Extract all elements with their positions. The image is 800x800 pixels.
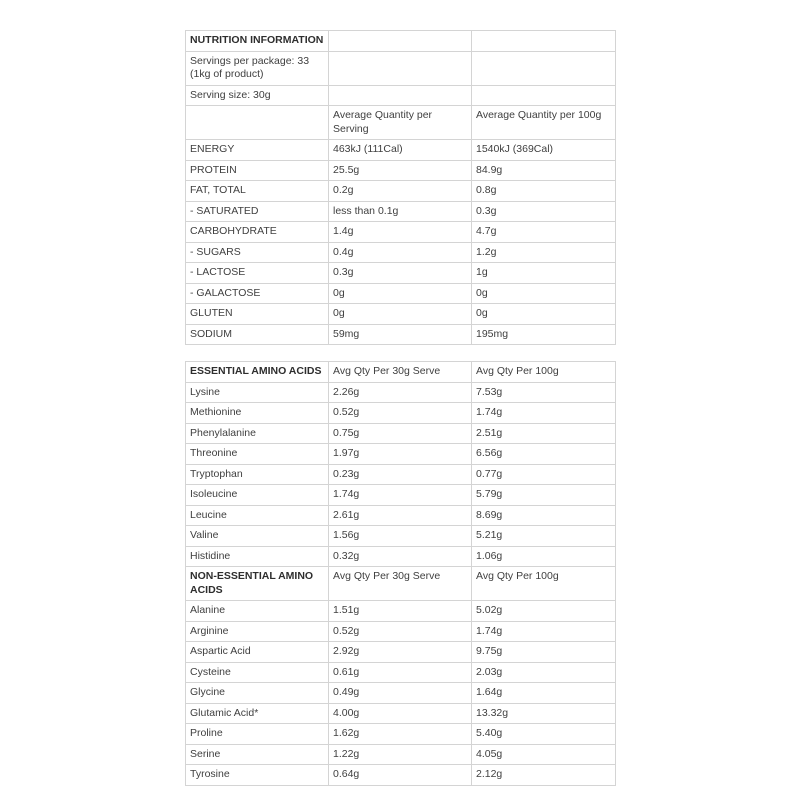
empty-cell — [329, 85, 472, 106]
value-per-100g: 1.06g — [472, 546, 616, 567]
table-row — [186, 546, 616, 567]
nutrient-name: Lysine — [186, 382, 329, 403]
table-row — [186, 485, 616, 506]
nutrient-name: Histidine — [186, 546, 329, 567]
value-per-serving: 1.56g — [329, 526, 472, 547]
value-per-100g: 1.74g — [472, 621, 616, 642]
table-row — [186, 201, 616, 222]
column-header-per-serving: Avg Qty Per 30g Serve — [329, 362, 472, 383]
value-per-100g: 13.32g — [472, 703, 616, 724]
value-per-serving: 0.2g — [329, 181, 472, 202]
value-per-serving: 1.51g — [329, 601, 472, 622]
nutrient-name: Methionine — [186, 403, 329, 424]
value-per-100g: 5.02g — [472, 601, 616, 622]
empty-cell — [329, 51, 472, 85]
table-row — [186, 304, 616, 325]
value-per-serving: 1.97g — [329, 444, 472, 465]
nutrient-name: Proline — [186, 724, 329, 745]
value-per-serving: 0.32g — [329, 546, 472, 567]
value-per-serving: 25.5g — [329, 160, 472, 181]
value-per-100g: 1.64g — [472, 683, 616, 704]
column-header-per-serving: Avg Qty Per 30g Serve — [329, 567, 472, 601]
table-row — [186, 324, 616, 345]
essential-amino-title: ESSENTIAL AMINO ACIDS — [186, 362, 329, 383]
serving-size: Serving size: 30g — [186, 85, 329, 106]
nutrient-name: Phenylalanine — [186, 423, 329, 444]
value-per-100g: 0.77g — [472, 464, 616, 485]
empty-cell — [472, 31, 616, 52]
value-per-serving: 1.4g — [329, 222, 472, 243]
table-row — [186, 222, 616, 243]
empty-cell — [472, 51, 616, 85]
amino-acids-table — [185, 361, 616, 786]
nutrient-name: FAT, TOTAL — [186, 181, 329, 202]
nutrient-name: Glutamic Acid* — [186, 703, 329, 724]
value-per-serving: 2.61g — [329, 505, 472, 526]
table-row — [186, 444, 616, 465]
column-header-per-100g: Avg Qty Per 100g — [472, 567, 616, 601]
value-per-serving: 0.75g — [329, 423, 472, 444]
table-row — [186, 724, 616, 745]
value-per-serving: 0.3g — [329, 263, 472, 284]
value-per-serving: 0.23g — [329, 464, 472, 485]
value-per-100g: 2.12g — [472, 765, 616, 786]
value-per-serving: less than 0.1g — [329, 201, 472, 222]
value-per-serving: 463kJ (111Cal) — [329, 140, 472, 161]
table-row — [186, 642, 616, 663]
value-per-100g: 1.2g — [472, 242, 616, 263]
nutrient-name: Cysteine — [186, 662, 329, 683]
value-per-100g: 0g — [472, 283, 616, 304]
value-per-100g: 7.53g — [472, 382, 616, 403]
nutrient-name: Arginine — [186, 621, 329, 642]
table-row — [186, 423, 616, 444]
nutrient-name: Valine — [186, 526, 329, 547]
value-per-serving: 1.22g — [329, 744, 472, 765]
nutrient-name: Threonine — [186, 444, 329, 465]
nutrient-name: Glycine — [186, 683, 329, 704]
non-essential-amino-header-row — [186, 567, 616, 601]
nutrient-name: GLUTEN — [186, 304, 329, 325]
serving-size-row — [186, 85, 616, 106]
servings-per-package: Servings per package: 33 (1kg of product) — [186, 51, 329, 85]
value-per-serving: 0g — [329, 283, 472, 304]
value-per-serving: 1.62g — [329, 724, 472, 745]
nutrient-name: Tyrosine — [186, 765, 329, 786]
empty-cell — [186, 106, 329, 140]
value-per-100g: 84.9g — [472, 160, 616, 181]
nutrition-title-row — [186, 31, 616, 52]
non-essential-amino-title: NON-ESSENTIAL AMINO ACIDS — [186, 567, 329, 601]
value-per-100g: 9.75g — [472, 642, 616, 663]
nutrient-name: Aspartic Acid — [186, 642, 329, 663]
nutrient-name: - LACTOSE — [186, 263, 329, 284]
table-row — [186, 526, 616, 547]
value-per-serving: 0.61g — [329, 662, 472, 683]
value-per-serving: 1.74g — [329, 485, 472, 506]
table-row — [186, 505, 616, 526]
value-per-100g: 195mg — [472, 324, 616, 345]
table-row — [186, 662, 616, 683]
value-per-serving: 0.52g — [329, 403, 472, 424]
nutrient-name: PROTEIN — [186, 160, 329, 181]
nutrient-name: - SATURATED — [186, 201, 329, 222]
table-row — [186, 160, 616, 181]
table-row — [186, 765, 616, 786]
value-per-100g: 5.21g — [472, 526, 616, 547]
value-per-serving: 0.49g — [329, 683, 472, 704]
value-per-100g: 1.74g — [472, 403, 616, 424]
table-row — [186, 683, 616, 704]
nutrition-title: NUTRITION INFORMATION — [186, 31, 329, 52]
value-per-serving: 0.4g — [329, 242, 472, 263]
nutrient-name: Tryptophan — [186, 464, 329, 485]
value-per-100g: 0.3g — [472, 201, 616, 222]
value-per-100g: 2.51g — [472, 423, 616, 444]
essential-amino-header-row — [186, 362, 616, 383]
nutrient-name: Serine — [186, 744, 329, 765]
nutrient-name: - SUGARS — [186, 242, 329, 263]
empty-cell — [472, 85, 616, 106]
value-per-serving: 59mg — [329, 324, 472, 345]
nutrient-name: - GALACTOSE — [186, 283, 329, 304]
empty-cell — [329, 31, 472, 52]
table-row — [186, 403, 616, 424]
value-per-100g: 1540kJ (369Cal) — [472, 140, 616, 161]
table-row — [186, 181, 616, 202]
value-per-serving: 2.26g — [329, 382, 472, 403]
column-header-per-100g: Avg Qty Per 100g — [472, 362, 616, 383]
table-row — [186, 283, 616, 304]
table-row — [186, 464, 616, 485]
servings-per-package-row — [186, 51, 616, 85]
table-row — [186, 601, 616, 622]
value-per-100g: 2.03g — [472, 662, 616, 683]
nutrient-name: SODIUM — [186, 324, 329, 345]
table-row — [186, 140, 616, 161]
value-per-100g: 0g — [472, 304, 616, 325]
value-per-serving: 0.64g — [329, 765, 472, 786]
value-per-100g: 0.8g — [472, 181, 616, 202]
nutrient-name: Leucine — [186, 505, 329, 526]
column-header-row — [186, 106, 616, 140]
nutrient-name: Alanine — [186, 601, 329, 622]
table-row — [186, 744, 616, 765]
nutrient-name: ENERGY — [186, 140, 329, 161]
value-per-100g: 4.7g — [472, 222, 616, 243]
value-per-100g: 1g — [472, 263, 616, 284]
value-per-100g: 8.69g — [472, 505, 616, 526]
value-per-serving: 0.52g — [329, 621, 472, 642]
nutrition-information-table — [185, 30, 616, 345]
nutrient-name: CARBOHYDRATE — [186, 222, 329, 243]
column-header-per-100g: Average Quantity per 100g — [472, 106, 616, 140]
value-per-100g: 6.56g — [472, 444, 616, 465]
value-per-serving: 2.92g — [329, 642, 472, 663]
nutrient-name: Isoleucine — [186, 485, 329, 506]
value-per-serving: 4.00g — [329, 703, 472, 724]
table-row — [186, 621, 616, 642]
column-header-per-serving: Average Quantity per Serving — [329, 106, 472, 140]
value-per-100g: 4.05g — [472, 744, 616, 765]
table-row — [186, 263, 616, 284]
value-per-serving: 0g — [329, 304, 472, 325]
table-row — [186, 703, 616, 724]
value-per-100g: 5.40g — [472, 724, 616, 745]
value-per-100g: 5.79g — [472, 485, 616, 506]
table-row — [186, 382, 616, 403]
table-row — [186, 242, 616, 263]
